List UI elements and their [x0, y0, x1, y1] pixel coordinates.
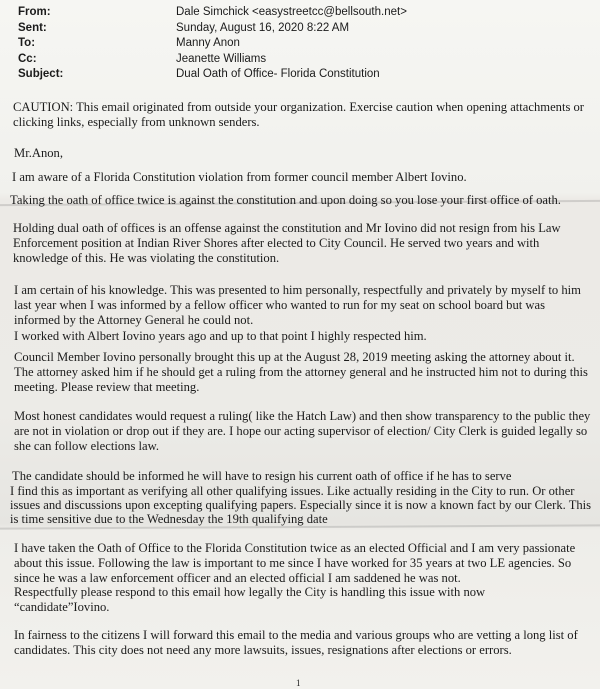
greeting: Mr.Anon, [14, 146, 63, 160]
sent-label: Sent: [18, 21, 47, 34]
to-label: To: [18, 37, 36, 50]
subject-value: Dual Oath of Office- Florida Constitution [176, 68, 380, 81]
email-header [18, 6, 407, 84]
page-number: 1 [296, 678, 301, 688]
paragraph-taken-oath: I have taken the Oath of Office to the Florida Constitution twice as an elected Official and I am very passionate about this issue. Following the law is important to me since I have worked for 35 years at two LE agencies. So since he was a law enforcement officer and an elected official I am saddened he was not. [14, 541, 576, 586]
to-row [18, 37, 407, 53]
paragraph-respond: Respectfully please respond to this email how legally the City is handling this issue with now “candidate”Iovino. [14, 585, 486, 615]
from-row [18, 6, 407, 22]
paragraph-certain: I am certain of his knowledge. This was presented to him personally, respectfully and privately by myself to him last year when I was informed by a fellow officer who wanted to run for my seat on school board but was informed by the Attorney General he could not. [14, 283, 581, 328]
subject-label: Subject: [18, 68, 64, 81]
line-oath: Taking the oath of office twice is against the constitution and upon doing so you lose your first office of oath. [10, 193, 561, 207]
from-label: From: [18, 6, 51, 18]
subject-row [18, 68, 407, 84]
paragraph-honest: Most honest candidates would request a ruling( like the Hatch Law) and then show transparency to the public they are not in violation or drop out if they are. I hope our acting supervisor of election/ City Clerk is guided legally so she can follow elections law. [14, 409, 591, 454]
paragraph-fairness: In fairness to the citizens I will forward this email to the media and various groups who are vetting a long list of candidates. This city does not need any more lawsuits, issues, resignations after elections or errors. [14, 628, 578, 658]
paragraph-council: Council Member Iovino personally brought this up at the August 28, 2019 meeting asking the attorney about it. The attorney asked him if he should get a ruling from the attorney general and he instructed him not to during this meeting. Please review that meeting. [14, 350, 588, 395]
cc-label: Cc: [18, 52, 37, 65]
cc-row [18, 53, 407, 69]
line-aware: I am aware of a Florida Constitution violation from former council member Albert Iovino. [12, 170, 467, 184]
to-value: Manny Anon [176, 37, 240, 50]
sent-value: Sunday, August 16, 2020 8:22 AM [176, 21, 350, 34]
paragraph-dual-oath: Holding dual oath of offices is an offense against the constitution and Mr Iovino did not resign from his Law Enforcement position at Indian River Shores after elected to City Council. He served two years and with knowledge of this. He was violating the constitution. [13, 221, 561, 266]
line-candidate: The candidate should be informed he will have to resign his current oath of office if he has to serve [12, 469, 512, 483]
paragraph-important: I find this as important as verifying all other qualifying issues. Like actually residing in the City to run. Or other issues and discussions upon excepting qualifying papers. Especially since it is now a known fact by our Clerk. This is time sensitive due to the Wednesday the 19th qualifying date [10, 484, 592, 527]
paragraph-knowledge [14, 283, 594, 344]
from-value: Dale Simchick <easystreetcc@bellsouth.net> [176, 6, 407, 18]
paragraph-worked: I worked with Albert Iovino years ago and up to that point I highly respected him. [14, 328, 427, 343]
caution-notice: CAUTION: This email originated from outside your organization. Exercise caution when opening attachments or clicking links, especially from unknown senders. [13, 100, 585, 130]
cc-value: Jeanette Williams [176, 52, 267, 65]
sent-row [18, 22, 407, 38]
